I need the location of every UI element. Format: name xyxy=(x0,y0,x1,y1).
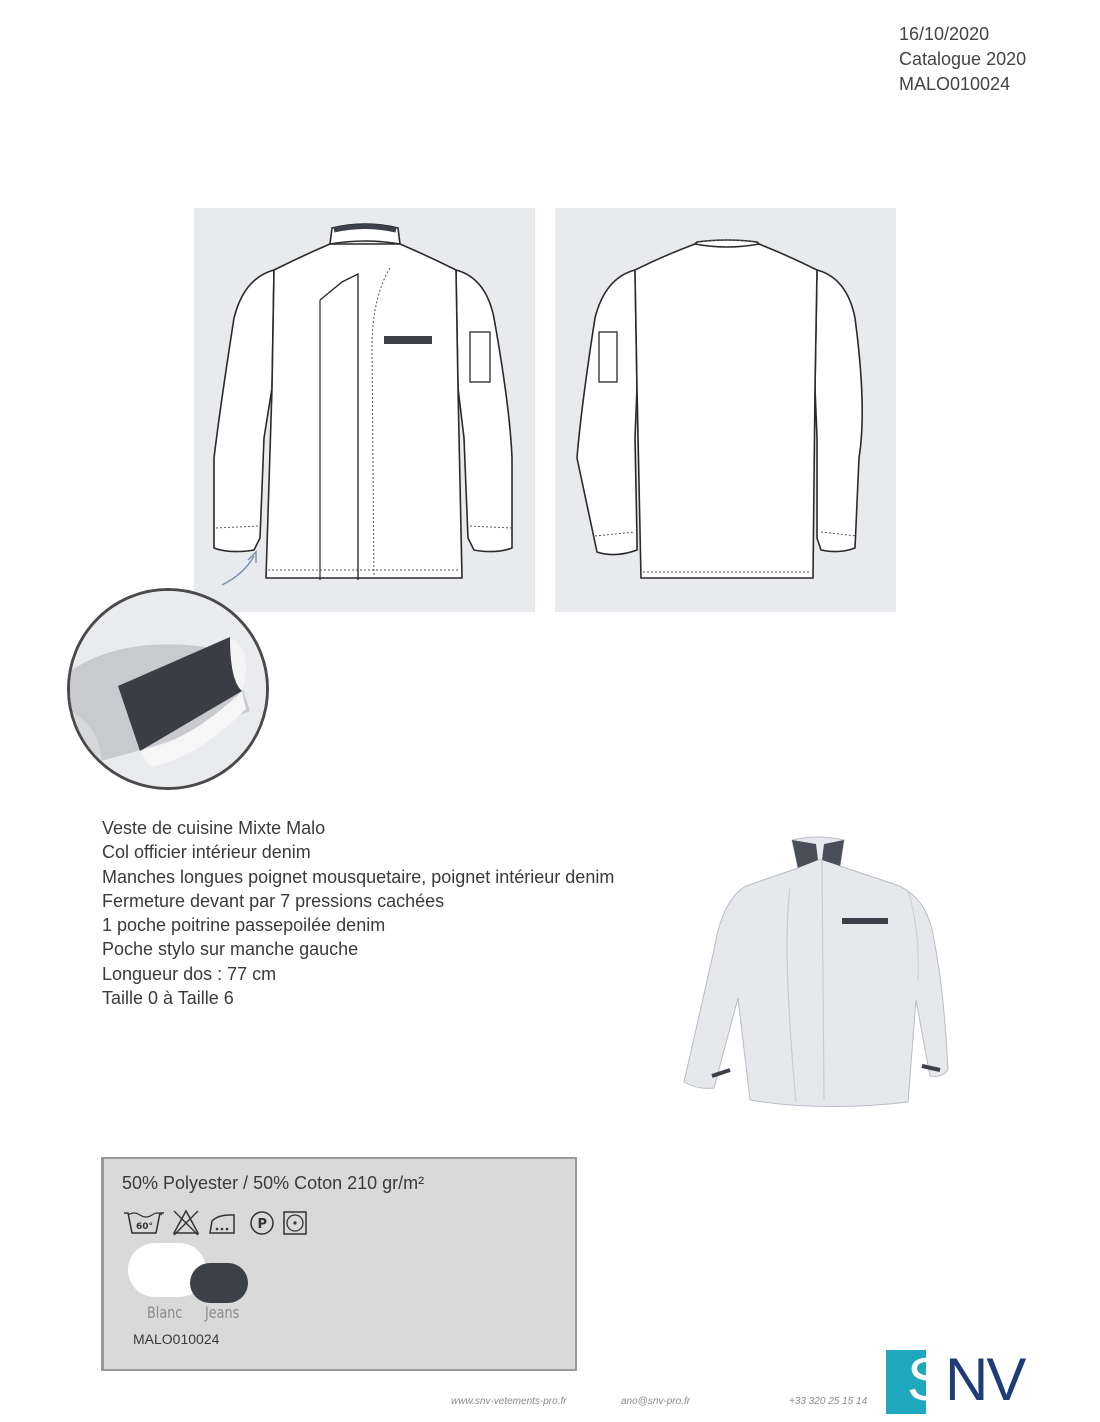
footer-website: www.snv-vetements-pro.fr xyxy=(451,1396,567,1407)
dry-clean-p-icon xyxy=(251,1212,273,1234)
description-line: Manches longues poignet mousquetaire, poignet intérieur denim xyxy=(102,866,615,887)
product-photo xyxy=(672,830,952,1112)
catalogue-name: Catalogue 2020 xyxy=(899,49,1027,69)
document-meta xyxy=(899,22,1026,97)
svg-text:60°: 60° xyxy=(136,1222,154,1232)
svg-text:P: P xyxy=(257,1217,268,1232)
spec-reference: MALO010024 xyxy=(133,1331,220,1347)
description-line: Longueur dos : 77 cm xyxy=(102,963,277,984)
jacket-back-drawing xyxy=(555,208,896,612)
tumble-dry-icon xyxy=(284,1212,306,1234)
description-line: Poche stylo sur manche gauche xyxy=(102,939,359,960)
color-swatch-jeans xyxy=(190,1263,248,1303)
fabric-spec-box xyxy=(101,1157,577,1371)
jacket-front-drawing xyxy=(194,208,535,612)
jacket-photo-illustration xyxy=(672,830,952,1112)
fabric-composition: 50% Polyester / 50% Coton 210 gr/m² xyxy=(122,1173,425,1193)
snv-logo xyxy=(907,1348,1024,1412)
wash-60-icon xyxy=(124,1213,164,1233)
iron-low-icon xyxy=(210,1215,234,1233)
description-line: Taille 0 à Taille 6 xyxy=(102,988,234,1009)
description-line: Col officier intérieur denim xyxy=(102,842,311,863)
description-line: 1 poche poitrine passepoilée denim xyxy=(102,915,386,936)
product-reference: MALO010024 xyxy=(899,74,1011,94)
logo-letters-nv: NV xyxy=(945,1346,1025,1413)
color-label-blanc: Blanc xyxy=(147,1303,183,1322)
color-label-jeans: Jeans xyxy=(205,1303,240,1322)
cuff-detail-illustration xyxy=(70,591,269,790)
footer-email: ano@snv-pro.fr xyxy=(621,1396,691,1407)
logo-letter-s: S xyxy=(907,1346,946,1413)
back-drawing-panel xyxy=(555,208,896,612)
cuff-detail-photo xyxy=(67,588,269,790)
description-line: Fermeture devant par 7 pressions cachées xyxy=(102,890,445,911)
footer-phone: +33 320 25 15 14 xyxy=(789,1396,868,1407)
document-date: 16/10/2020 xyxy=(899,24,990,44)
product-description xyxy=(102,816,614,1010)
front-drawing-panel xyxy=(194,208,535,612)
no-bleach-icon xyxy=(174,1211,198,1235)
description-line: Veste de cuisine Mixte Malo xyxy=(102,818,326,838)
care-instructions xyxy=(122,1205,342,1239)
